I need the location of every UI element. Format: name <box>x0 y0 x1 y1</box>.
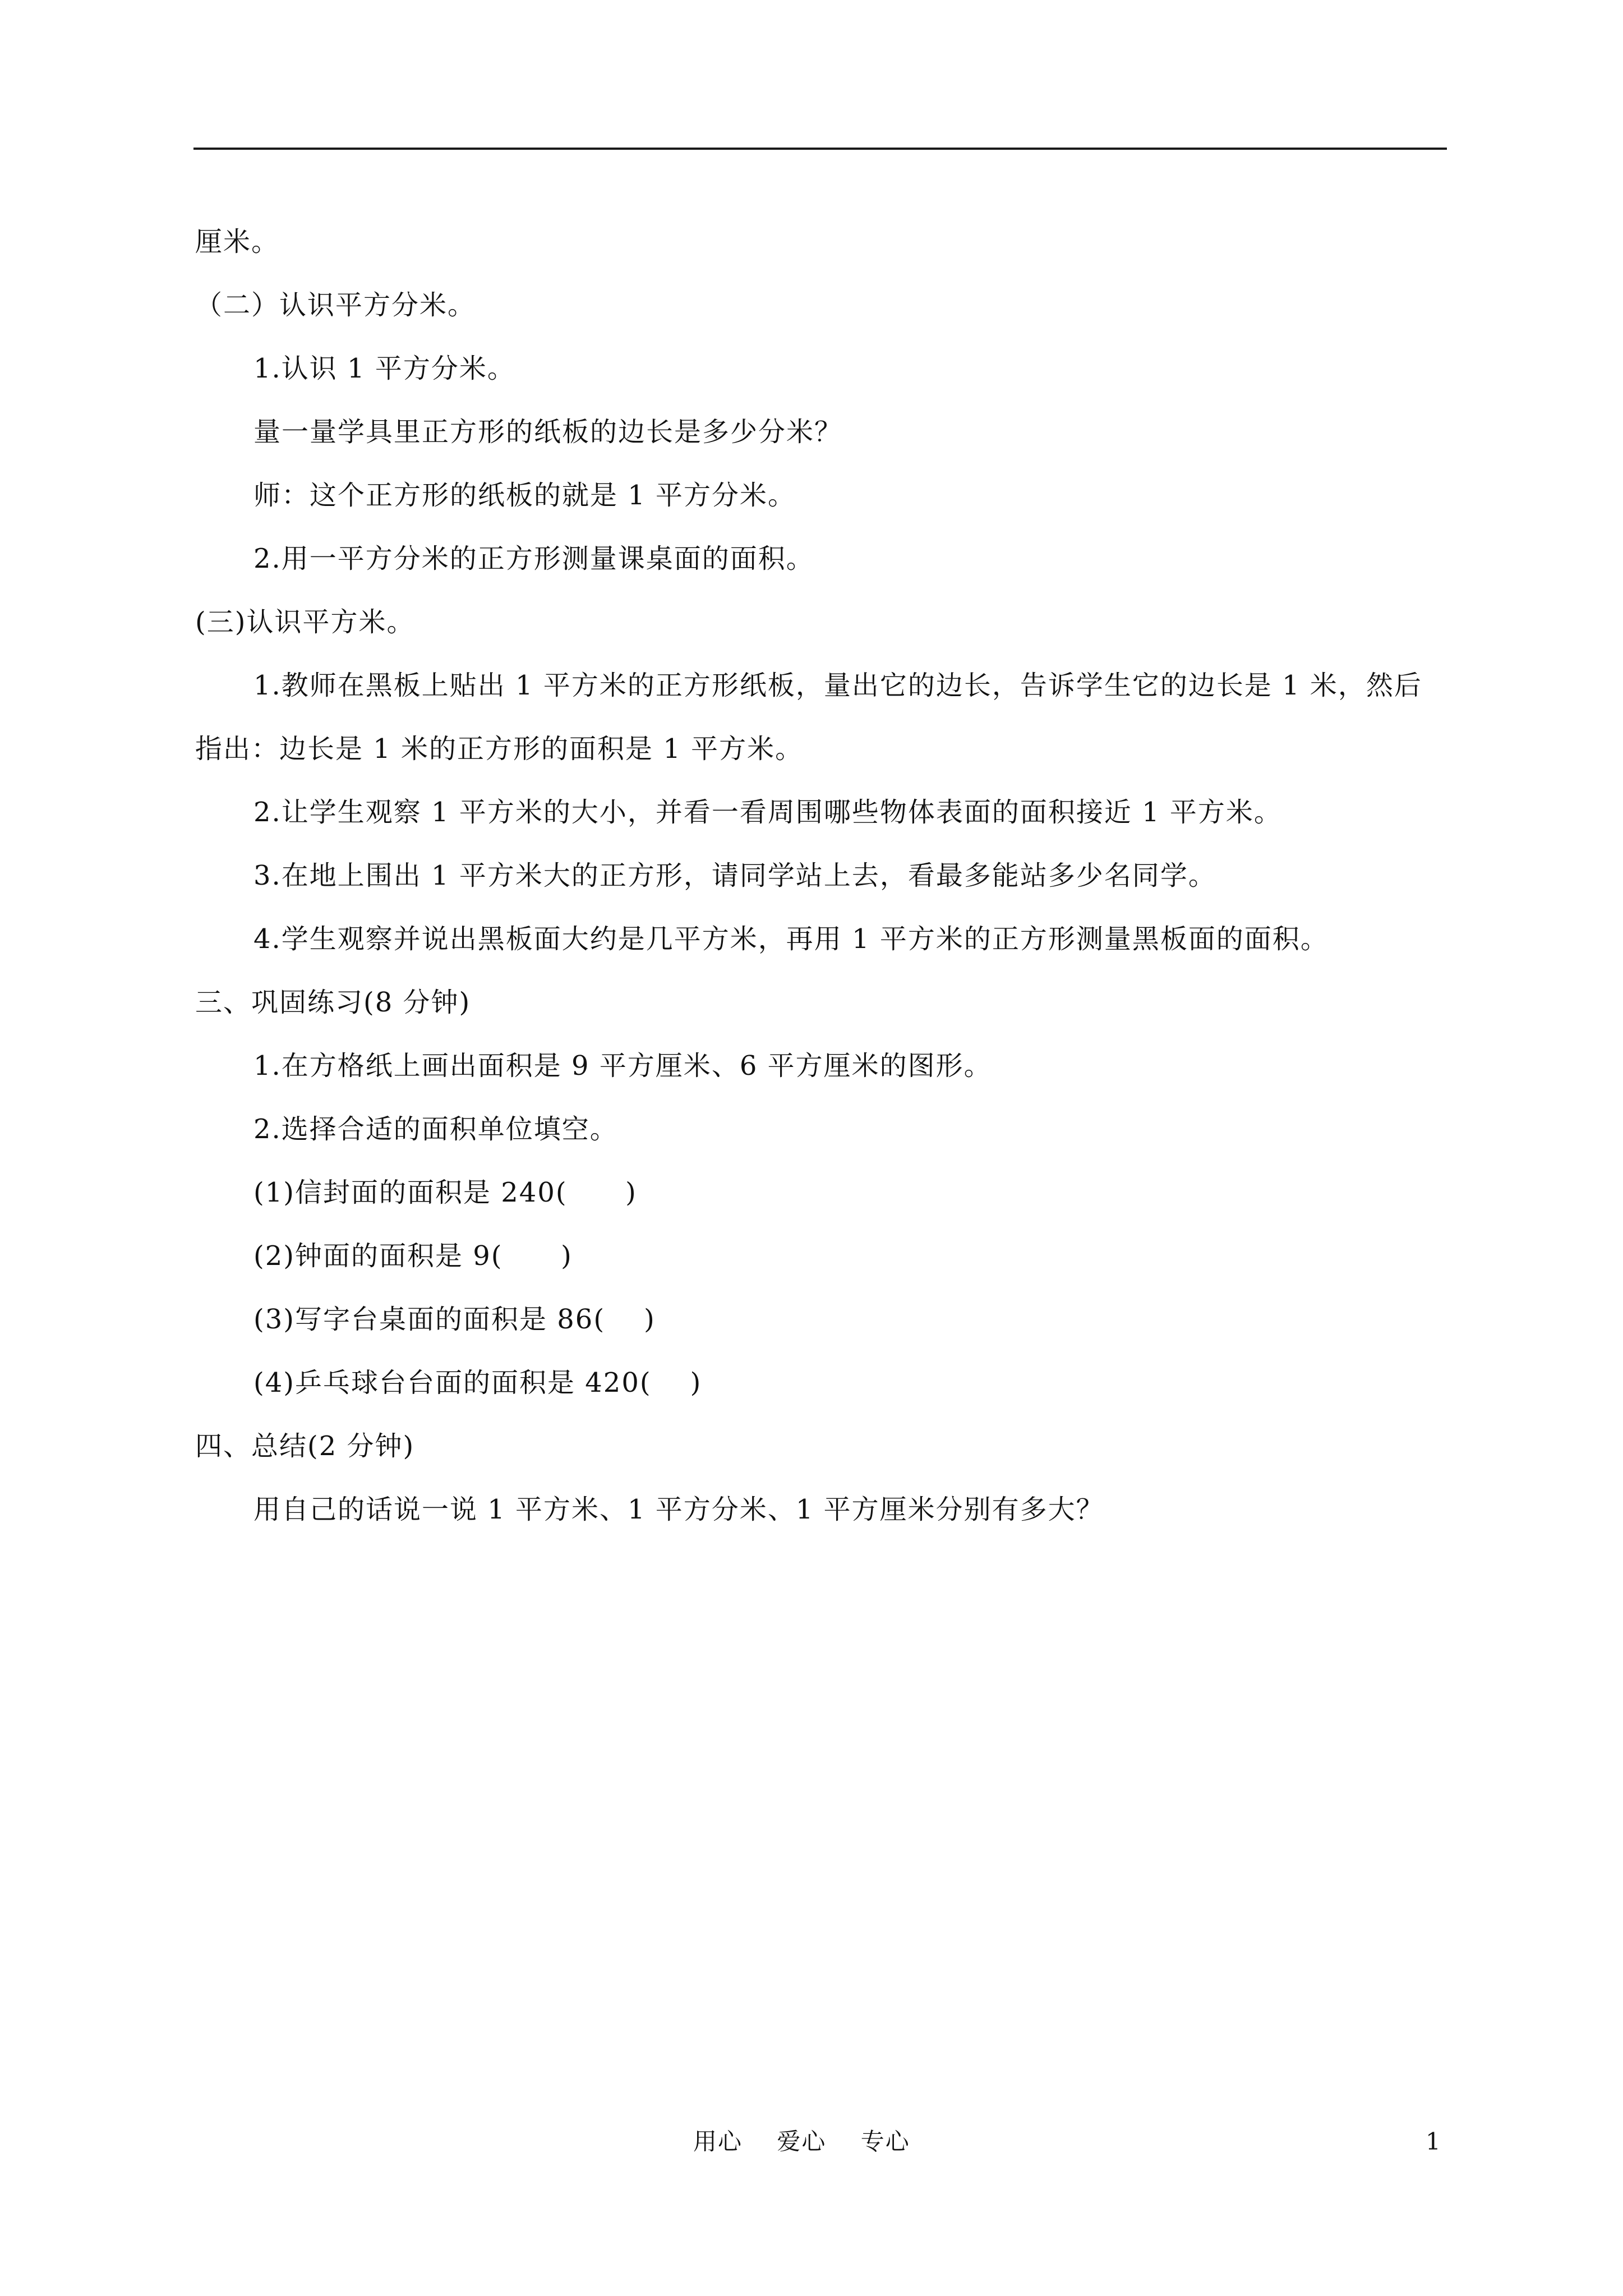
exercise-item: (3)写字台桌面的面积是 86( ) <box>253 1304 656 1335</box>
text-line: 量一量学具里正方形的纸板的边长是多少分米？ <box>253 416 843 448</box>
section-heading: 四、总结(2 分钟) <box>195 1430 415 1462</box>
exercise-item: (1)信封面的面积是 240( ) <box>253 1177 637 1208</box>
document-body <box>195 210 1451 1542</box>
section-heading: （二）认识平方分米。 <box>195 289 476 321</box>
footer-motto: 用心 爱心 专心 <box>693 2128 910 2155</box>
text-line: 厘米。 <box>195 226 280 257</box>
text-line: 1.教师在黑板上贴出 1 平方米的正方形纸板，量出它的边长，告诉学生它的边长是 1 米，然后 <box>253 670 1422 701</box>
text-line: 用自己的话说一说 1 平方米、1 平方分米、1 平方厘米分别有多大？ <box>253 1494 1104 1525</box>
text-line: 1.认识 1 平方分米。 <box>253 353 515 384</box>
text-line: 2.用一平方分米的正方形测量课桌面的面积。 <box>253 543 814 574</box>
text-line: 4.学生观察并说出黑板面大约是几平方米，再用 1 平方米的正方形测量黑板面的面积。 <box>253 923 1329 955</box>
text-line: 师：这个正方形的纸板的就是 1 平方分米。 <box>253 480 796 511</box>
section-heading: (三)认识平方米。 <box>195 606 415 638</box>
text-line: 2.选择合适的面积单位填空。 <box>253 1114 618 1145</box>
section-heading: 三、巩固练习(8 分钟) <box>195 987 471 1018</box>
text-line: 1.在方格纸上画出面积是 9 平方厘米、6 平方厘米的图形。 <box>253 1050 992 1082</box>
text-line: 3.在地上围出 1 平方米大的正方形，请同学站上去，看最多能站多少名同学。 <box>253 860 1216 891</box>
page-number: 1 <box>1426 2128 1441 2155</box>
text-line: 指出：边长是 1 米的正方形的面积是 1 平方米。 <box>195 733 804 765</box>
text-line: 2.让学生观察 1 平方米的大小，并看一看周围哪些物体表面的面积接近 1 平方米。 <box>253 797 1282 828</box>
exercise-item: (4)乒乓球台台面的面积是 420( ) <box>253 1367 702 1398</box>
header-rule <box>193 148 1447 150</box>
exercise-item: (2)钟面的面积是 9( ) <box>253 1240 573 1272</box>
